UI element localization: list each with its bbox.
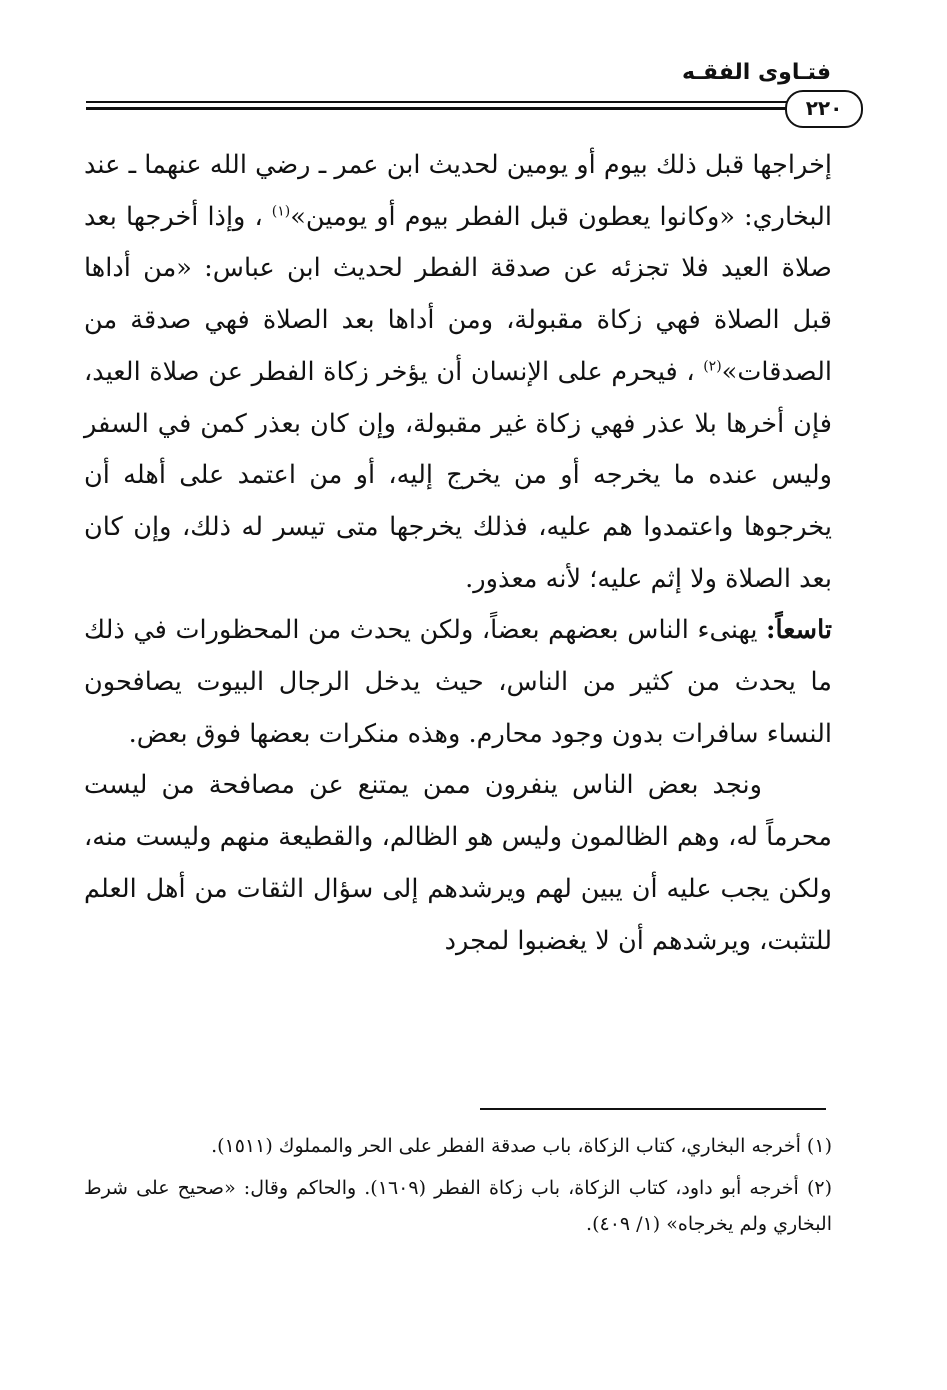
footnote-ref-2: (٢) — [703, 358, 722, 375]
footnote-ref-1: (١) — [271, 203, 291, 220]
main-text — [84, 140, 832, 967]
paragraph-2-lead: تاسعاً: — [766, 615, 832, 646]
paragraph-1-continued: ، وإذا أخرجها بعد صلاة العيد فلا تجزئه عن صدقة الفطر لحديث ابن عباس: «من أداها قبل الصلاة فهي زكاة مقبولة، ومن أداها بعد الصلاة فهي صدقة من الصدقات» — [84, 201, 832, 387]
running-header-title: فتـاوى الفقـه — [682, 60, 831, 85]
paragraph-2-text: يهنىء الناس بعضهم بعضاً، ولكن يحدث من المحظورات في ذلك ما يحدث من كثير من الناس، حيث يدخل الرجال البيوت يصافحون النساء سافرات بدون وجود محارم. وهذه منكرات بعضها فوق بعض. — [84, 615, 832, 749]
page-number-badge: ٢٢٠ — [785, 90, 863, 128]
footnote-separator — [480, 1108, 826, 1110]
footnote-2: (٢) أخرجه أبو داود، كتاب الزكاة، باب زكاة الفطر (١٦٠٩). والحاكم وقال: «صحيح على شرط البخاري ولم يخرجاه» (١/ ٤٠٩). — [84, 1177, 832, 1235]
header-rule-thick — [86, 107, 828, 110]
paragraph-3-text: ونجد بعض الناس ينفرون ممن يمتنع عن مصافحة من ليست محرماً له، وهم الظالمون وليس هو الظالم، والقطيعة منهم وليست منه، ولكن يجب عليه أن يبين لهم ويرشدهم إلى سؤال الثقات من أهل العلم للتثبت، ويرشدهم أن لا يغضبوا لمجرد — [84, 770, 832, 956]
header-rule-thin — [86, 101, 828, 103]
paragraph-1-text: إخراجها قبل ذلك بيوم أو يومين لحديث ابن عمر ـ رضي الله عنهما ـ عند البخاري: «وكانوا يعطون قبل الفطر بيوم أو يومين» — [84, 150, 832, 232]
footnotes — [84, 1128, 832, 1248]
paragraph-1 — [84, 140, 832, 605]
paragraph-3 — [84, 760, 832, 967]
paragraph-2 — [84, 605, 832, 760]
paragraph-1-end: ، فيحرم على الإنسان أن يؤخر زكاة الفطر عن صلاة العيد، فإن أخرها بلا عذر فهي زكاة غير مقبولة، وإن كان بعذر كمن في السفر وليس عنده ما يخرجه أو من يخرج إليه، أو من اعتمد على أهله أن يخرجوها واعتمدوا هم عليه، فذلك يخرجها متى تيسر له ذلك، وإن كان بعد الصلاة ولا إثم عليه؛ لأنه معذور. — [84, 356, 832, 594]
footnote-1: (١) أخرجه البخاري، كتاب الزكاة، باب صدقة الفطر على الحر والمملوك (١٥١١). — [211, 1135, 832, 1157]
